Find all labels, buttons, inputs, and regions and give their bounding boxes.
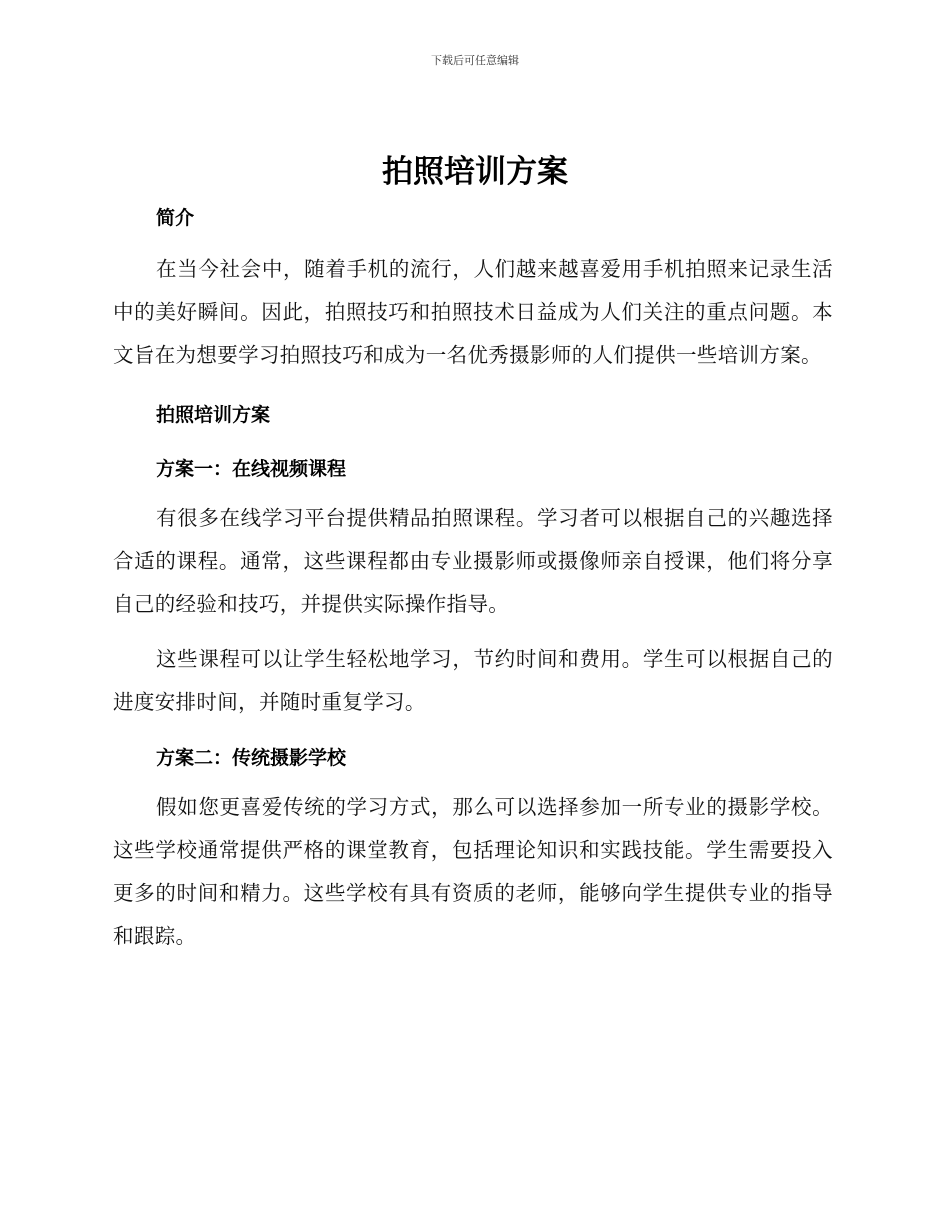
paragraph-plan1-first: 有很多在线学习平台提供精品拍照课程。学习者可以根据自己的兴趣选择合适的课程。通常，这些课程都由专业摄影师或摄像师亲自授课，他们将分享自己的经验和技巧，并提供实际操作指导。 <box>113 506 833 616</box>
paragraph-plan1-second: 这些课程可以让学生轻松地学习，节约时间和费用。学生可以根据自己的进度安排时间，并随时重复学习。 <box>113 647 833 714</box>
subsection-heading-plan2: 方案二：传统摄影学校 <box>156 747 347 769</box>
document-title: 拍照培训方案 <box>382 154 568 190</box>
document-body <box>113 148 833 958</box>
page-header-note: 下载后可任意编辑 <box>431 54 519 67</box>
section-heading-plans: 拍照培训方案 <box>156 404 271 426</box>
paragraph-plan2: 假如您更喜爱传统的学习方式，那么可以选择参加一所专业的摄影学校。这些学校通常提供严格的课堂教育，包括理论知识和实践技能。学生需要投入更多的时间和精力。这些学校有具有资质的老师，能够向学生提供专业的指导和跟踪。 <box>113 795 833 948</box>
section-heading-intro: 简介 <box>156 207 195 229</box>
paragraph-intro: 在当今社会中，随着手机的流行，人们越来越喜爱用手机拍照来记录生活中的美好瞬间。因此，拍照技巧和拍照技术日益成为人们关注的重点问题。本文旨在为想要学习拍照技巧和成为一名优秀摄影师的人们提供一些培训方案。 <box>113 257 833 367</box>
subsection-heading-plan1: 方案一：在线视频课程 <box>156 458 347 480</box>
